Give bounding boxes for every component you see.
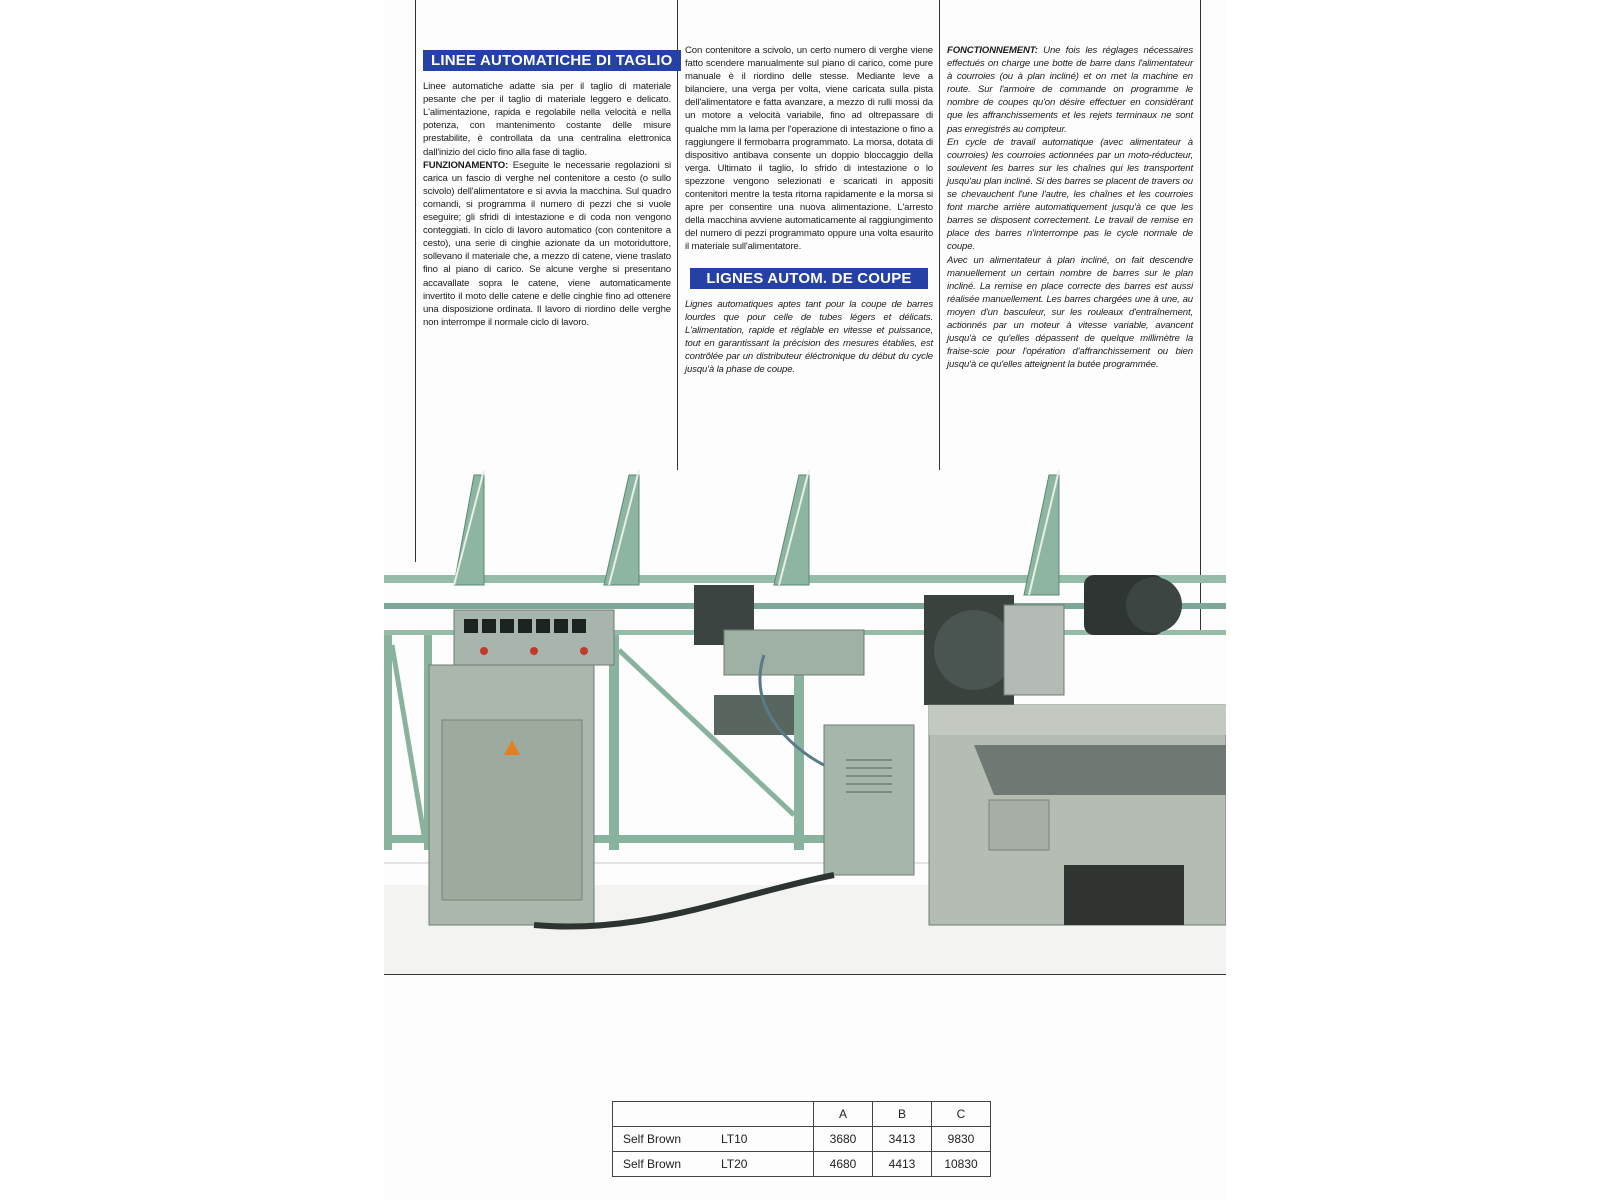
value-b-cell: 3413	[873, 1127, 932, 1152]
brand-cell: Self Brown	[613, 1152, 712, 1177]
funzionamento-paragraph	[423, 159, 671, 329]
funzionamento-text: Eseguite le necessarie regolazioni si carica un fascio di verghe nel contenitore a cesto (o sullo scivolo) dell'alimentatore e si avvia la macchina. Sul quadro comandi, si programma il numero di pezzi che si vuole eseguire; gli sfridi di intestazione e di coda non vengono conteggiati. In ciclo di lavoro automatico (con contenitore a cesto), una serie di cinghie azionate da un motoriduttore, sollevano il materiale che, a mezzo di catene, viene traslato fino al piano di carico. Se alcune verghe si presentano accavallate sopra le catene, viene automaticamente invertito il moto delle catene e delle cinghie fino ad ottenere una disposizione ordinata. Il lavoro di riordino delle verghe non interrompe il normale ciclo di lavoro.	[423, 159, 671, 328]
intro-text: Linee automatiche adatte sia per il taglio di materiale pesante che per il taglio di materiale leggero e delicato. L'alimentazione, rapida e regolabile nella velocità e nella potenza, con mantenimento costante delle misure prestabilite, è controllata da una centralina elettronica dall'inizio del ciclo fino alla fase di taglio.	[423, 81, 671, 158]
value-c-cell: 10830	[932, 1152, 991, 1177]
fonctionnement-paragraph	[947, 44, 1193, 136]
value-c-cell: 9830	[932, 1127, 991, 1152]
model-cell: LT10	[711, 1127, 814, 1152]
table-row	[613, 1152, 991, 1177]
column-divider-3	[939, 0, 940, 470]
header-b: B	[873, 1102, 932, 1127]
photo-bottom-rule	[384, 974, 1226, 975]
value-a-cell: 3680	[814, 1127, 873, 1152]
lignes-intro-text: Lignes automatiques aptes tant pour la coupe de barres lourdes que pour celle de tubes légers et délicats. L'alimentation, rapide et réglable en vitesse et puissance, tout en garantissant la précision des mesures établies, est contrôlée par un distributeur éléctronique du début du cycle jusqu'à la phase de coupe.	[685, 298, 933, 376]
fonctionnement-text: Une fois les réglages nécessaires effectués on charge une botte de barre dans l'alimentateur à courroies (ou à plan incliné) et on met la machine en route. Sur l'armoire de commande on programme le nombre de coupes qu'on désire effectuer en considérant que les affranchissements et les rejets terminaux ne sont pas enregistrés au compteur.	[947, 45, 1193, 135]
heading-lignes-autom: LIGNES AUTOM. DE COUPE	[690, 268, 927, 289]
column-italian-continued	[685, 44, 933, 376]
value-a-cell: 4680	[814, 1152, 873, 1177]
scivolo-text: Con contenitore a scivolo, un certo numero di verghe viene fatto scendere manualmente sul piano di carico, come pure manuale è il riordino delle stesse. Mediante leve a bilanciere, una verga per volta, viene caricata sulla pista dell'alimentatore e fatta avanzare, a mezzo di rulli mossi da un motore a velocità variabile, fino ad oltrepassare di qualche mm la lama per l'operazione di intestazione o fino a raggiungere il fermobarra programmato. La morsa, dotata di dispositivo antibava consente un doppio bloccaggio della verga. Ultimato il taglio, lo sfrido di intestazione o lo spezzone vengono selezionati e scaricati in appositi contenitori mentre la testa ritorna rapidamente e la morsa si apre per consentire una nuova alimentazione. L'arresto della macchina avviene automaticamente al raggiungimento del numero di pezzi programmato oppure una volta esaurito il materiale sull'alimentatore.	[685, 45, 933, 253]
table-header-blank	[613, 1102, 814, 1127]
table-header-row	[613, 1102, 991, 1127]
model-cell: LT20	[711, 1152, 814, 1177]
cycle-automatique-text: En cycle de travail automatique (avec alimentateur à courroies) les courroies actionnées par un moto-réducteur, soulevent les barres sur les chaînes qui les transportent jusqu'au plan incliné. Si des barres se placent de travers ou se chevauchent l'une l'autre, les chaînes et les courroies font marche arrière automatiquement jusqu'à ce que les barres se disposent correctement. Le travail de remise en place des barres n'interrompe pas le cycle normale de coupe.	[947, 136, 1193, 253]
column-italian-intro	[423, 50, 671, 329]
plan-incline-text: Avec un alimentateur à plan incliné, on fait descendre manuellement un certain nombre de barres sur le plan incliné. La remise en place correcte des barres est aussi réalisée manuellement. Les barres chargées une à une, au moyen d'un basculeur, sur les rouleaux d'entraînement, actionnés par un moteur à vitesse variable, avancent jusqu'à ce qu'elles dépassent de quelque millimètre la fraise-scie pour l'opération d'affranchissement ou bien jusqu'à ce qu'elles atteignent la butée programmée.	[947, 254, 1193, 371]
header-a: A	[814, 1102, 873, 1127]
value-b-cell: 4413	[873, 1152, 932, 1177]
cutting-line-machine-image	[384, 455, 1226, 975]
heading-linee-automatiche: LINEE AUTOMATICHE DI TAGLIO	[423, 50, 681, 71]
column-french-fonctionnement	[947, 44, 1193, 371]
fonctionnement-label: FONCTIONNEMENT:	[947, 45, 1038, 56]
funzionamento-label: FUNZIONAMENTO:	[423, 159, 509, 171]
table-row	[613, 1127, 991, 1152]
brand-cell: Self Brown	[613, 1127, 712, 1152]
dimensions-table	[612, 1101, 991, 1177]
header-c: C	[932, 1102, 991, 1127]
